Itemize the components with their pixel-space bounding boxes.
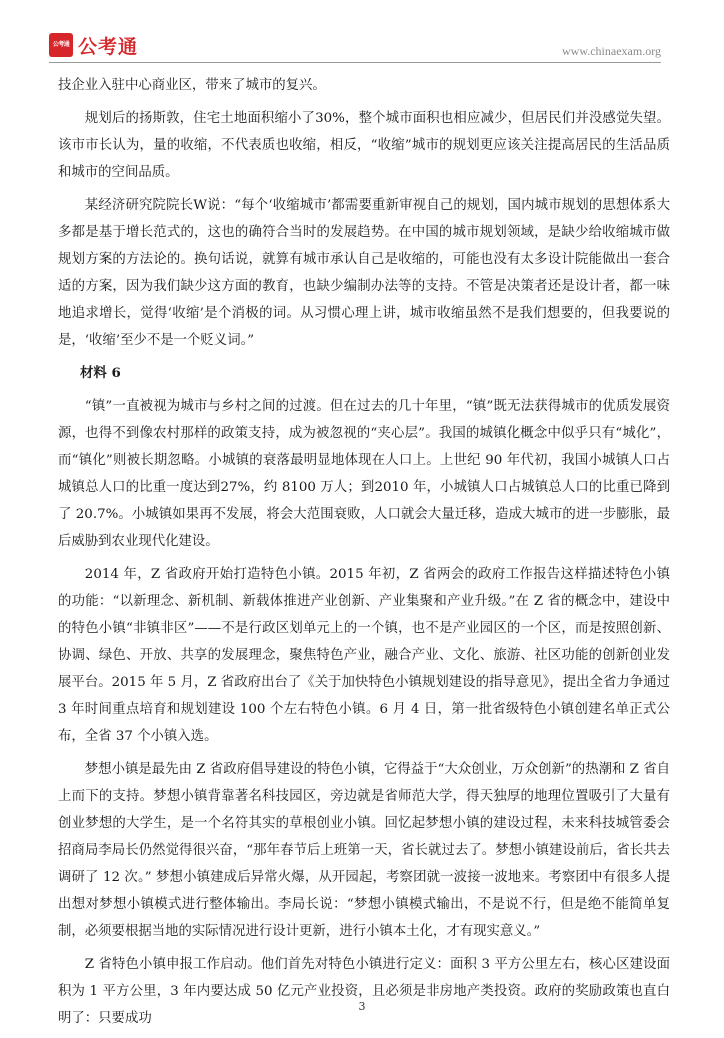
logo-badge-icon: 公考通 [49, 33, 73, 57]
paragraph: 梦想小镇是最先由 Z 省政府倡导建设的特色小镇，它得益于“大众创业，万众创新”的热潮和 Z 省自上而下的支持。梦想小镇背靠著名科技园区，旁边就是省师范大学，得天独厚的地理位置吸引了大量有创业梦想的大学生，是一个名符其实的草根创业小镇。回忆起梦想小镇的建设过程，未来科技城管委会招商局李局长仍然觉得很兴奋，“那年春节后上班第一天，省长就过去了。梦想小镇建设前后，省长共去调研了 12 次。” 梦想小镇建成后异常火爆，从开园起，考察团就一波接一波地来。考察团中有很多人提出想对梦想小镇模式进行整体输出。李局长说：“梦想小镇模式输出，不是说不行，但是绝不能简单复制，必须要根据当地的实际情况进行设计更新，进行小镇本土化，才有现实意义。” [58, 762, 670, 939]
paragraph: 规划后的扬斯敦，住宅土地面积缩小了30%，整个城市面积也相应减少，但居民们并没感觉失望。该市市长认为，量的收缩，不代表质也收缩，相反，“收缩”城市的规划更应该关注提高居民的生活品质和城市的空间品质。 [58, 111, 670, 180]
site-url[interactable]: www.chinaexam.org [562, 44, 661, 58]
paragraph: “镇”一直被视为城市与乡村之间的过渡。但在过去的几十年里，“镇”既无法获得城市的优质发展资源，也得不到像农村那样的政策支持，成为被忽视的“夹心层”。我国的城镇化概念中似乎只有“城化”，而“镇化”则被长期忽略。小城镇的衰落最明显地体现在人口上。上世纪 90 年代初，我国小城镇人口占城镇总人口的比重一度达到27%，约 8100 万人；到2010 年，小城镇人口占城镇总人口的比重已降到了 20.7%。小城镇如果再不发展，将会大范围衰败，人口就会大量迁移，造成大城市的进一步膨胀，最后威胁到农业现代化建设。 [58, 399, 670, 549]
paragraph: 技企业入驻中心商业区，带来了城市的复兴。 [58, 78, 326, 93]
paragraph: Z 省特色小镇申报工作启动。他们首先对特色小镇进行定义：面积 3 平方公里左右，核心区建设面积为 1 平方公里，3 年内要达成 50 亿元产业投资，且必须是非房地产类投资。政府的奖励政策也直白明了：只要成功 [58, 957, 670, 1026]
section-heading: 材料 6 [80, 365, 121, 381]
paragraph: 某经济研究院院长W说：“每个‘收缩城市’都需要重新审视自己的规划，国内城市规划的思想体系大多都是基于增长范式的，这也的确符合当时的发展趋势。在中国的城市规划领域，是缺少给收缩城市做规划方案的方法论的。换句话说，就算有城市承认自己是收缩的，可能也没有太多设计院能做出一套合适的方案，因为我们缺少这方面的教育，也缺少编制办法等的支持。不管是决策者还是设计者，都一味地追求增长，觉得‘收缩’是个消极的词。从习惯心理上讲，城市收缩虽然不是我们想要的，但我要说的是，‘收缩’至少不是一个贬义词。” [58, 198, 670, 348]
brand-logo[interactable] [49, 33, 138, 57]
document-body [58, 72, 670, 1038]
header-divider [49, 62, 661, 63]
page-header [0, 0, 724, 64]
logo-text: 公考通 [78, 35, 139, 58]
page-number: 3 [358, 1000, 366, 1013]
paragraph: 2014 年，Z 省政府开始打造特色小镇。2015 年初，Z 省两会的政府工作报告这样描述特色小镇的功能：“以新理念、新机制、新载体推进产业创新、产业集聚和产业升级。”在 Z 省的概念中，建设中的特色小镇“非镇非区”——不是行政区划单元上的一个镇，也不是产业园区的一个区，而是按照创新、协调、绿色、开放、共享的发展理念，聚焦特色产业，融合产业、文化、旅游、社区功能的创新创业发展平台。2015 年 5 月，Z 省政府出台了《关于加快特色小镇规划建设的指导意见》，提出全省力争通过 3 年时间重点培育和规划建设 100 个左右特色小镇。6 月 4 日，第一批省级特色小镇创建名单正式公布，全省 37 个小镇入选。 [58, 567, 670, 744]
